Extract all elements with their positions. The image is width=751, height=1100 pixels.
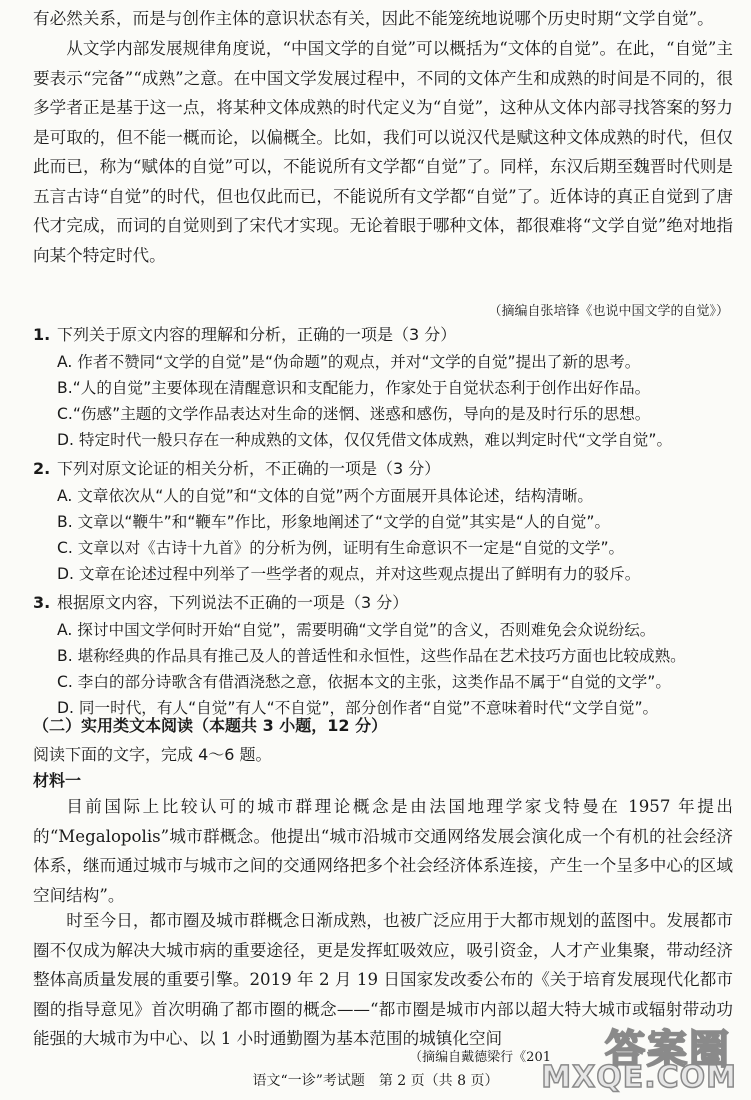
question-3-option-b: B. 堪称经典的作品具有推己及人的普适性和永恒性，这些作品在艺术技巧方面也比较成熟。	[57, 647, 686, 665]
watermark-url: MXQE.COM	[541, 1060, 737, 1095]
question-3-option-d: D. 同一时代，有人“自觉”有人“不自觉”，部分创作者“自觉”不意味着时代“文学自觉”。	[57, 699, 659, 717]
question-1-option-a: A. 作者不赞同“文学的自觉”是“伪命题”的观点，并对“文学的自觉”提出了新的思考。	[57, 353, 641, 371]
question-2-option-d: D. 文章在论述过程中列举了一些学者的观点，并对这些观点提出了鲜明有力的驳斥。	[57, 565, 641, 583]
question-1-option-b: B.“人的自觉”主要体现在清醒意识和支配能力，作家处于自觉状态利于创作出好作品。	[57, 379, 651, 397]
material-title: 材料一	[33, 771, 82, 790]
question-3	[33, 590, 738, 613]
material-source: （摘编自戴德梁行《201	[409, 1050, 551, 1065]
question-2-option-c: C. 文章以对《古诗十九首》的分析为例，证明有生命意识不一定是“自觉的文学”。	[57, 539, 625, 557]
question-stem: 根据原文内容，下列说法不正确的一项是（3 分）	[57, 593, 409, 612]
material-paragraph-2: 时至今日，都市圈及城市群概念日渐成熟，也被广泛应用于大都市规划的蓝图中。发展都市圈不仅成为解决大城市病的重要途径，更是发挥虹吸效应，吸引资金，人才产业集聚，带动经济整体高质量发展的重要引擎。2019 年 2 月 19 日国家发改委公布的《关于培育发展现代化都市圈的指导意见》首次明确了都市圈的概念——“都市圈是城市内部以超大特大城市或辐射带动功能强的大城市为中心、以 1 小时通勤圈为基本范围的城镇化空间	[33, 911, 733, 1048]
question-3-option-a: A. 探讨中国文学何时开始“自觉”，需要明确“文学自觉”的含义，否则难免会众说纷纭。	[57, 621, 656, 639]
question-number: 2.	[33, 459, 51, 478]
watermark-text: 答案圈	[605, 1027, 731, 1073]
passage-source: （摘编自张培锋《也说中国文学的自觉》）	[488, 304, 729, 319]
question-number: 1.	[33, 325, 51, 344]
question-1	[33, 322, 738, 345]
question-number: 3.	[33, 593, 51, 612]
question-2-option-a: A. 文章依次从“人的自觉”和“文体的自觉”两个方面展开具体论述，结构清晰。	[57, 487, 594, 505]
section-heading: （二）实用类文本阅读（本题共 3 小题，12 分）	[33, 716, 388, 735]
question-3-option-c: C. 李白的部分诗歌含有借酒浇愁之意，依据本文的主张，这类作品不属于“自觉的文学”。	[57, 673, 671, 691]
passage-paragraph-2: 从文学内部发展规律角度说，“中国文学的自觉”可以概括为“文体的自觉”。在此，“自觉”主要表示“完备”“成熟”之意。在中国文学发展过程中，不同的文体产生和成熟的时间是不同的，很多学者正是基于这一点，将某种文体成熟的时代定义为“自觉”，这种从文体内部寻找答案的努力是可取的，但不能一概而论，以偏概全。比如，我们可以说汉代是赋这种文体成熟的时代，但仅此而已，称为“赋体的自觉”可以，不能说所有文学都“自觉”了。同样，东汉后期至魏晋时代则是五言古诗“自觉”的时代，但也仅此而已，不能说所有文学都“自觉”了。近体诗的真正自觉到了唐代才完成，而词的自觉则到了宋代才实现。无论着眼于哪种文体，都很难将“文学自觉”绝对地指向某个特定时代。	[33, 39, 733, 265]
material-paragraph-1: 目前国际上比较认可的城市群理论概念是由法国地理学家戈特曼在 1957 年提出的“Megalopolis”城市群概念。他提出“城市沿城市交通网络发展会演化成一个有机的社会经济体系，继而通过城市与城市之间的交通网络把多个社会经济体系连接，产生一个呈多中心的区域空间结构”。	[33, 797, 733, 905]
passage-paragraph-1: 有必然关系，而是与创作主体的意识状态有关，因此不能笼统地说哪个历史时期“文学自觉”。	[33, 9, 714, 28]
question-1-option-c: C.“伤感”主题的文学作品表达对生命的迷惘、迷惑和感伤，导向的是及时行乐的思想。	[57, 405, 651, 423]
question-2	[33, 456, 738, 479]
page-footer: 语文“一诊”考试题 第 2 页（共 8 页）	[252, 1073, 499, 1089]
question-1-option-d: D. 特定时代一般只存在一种成熟的文体，仅仅凭借文体成熟，难以判定时代“文学自觉”。	[57, 431, 673, 449]
question-stem: 下列关于原文内容的理解和分析，正确的一项是（3 分）	[57, 325, 457, 344]
question-stem: 下列对原文论证的相关分析，不正确的一项是（3 分）	[57, 459, 441, 478]
question-2-option-b: B. 文章以“鞭牛”和“鞭车”作比，形象地阐述了“文学的自觉”其实是“人的自觉”。	[57, 513, 611, 531]
section-instruction: 阅读下面的文字，完成 4～6 题。	[33, 745, 272, 764]
